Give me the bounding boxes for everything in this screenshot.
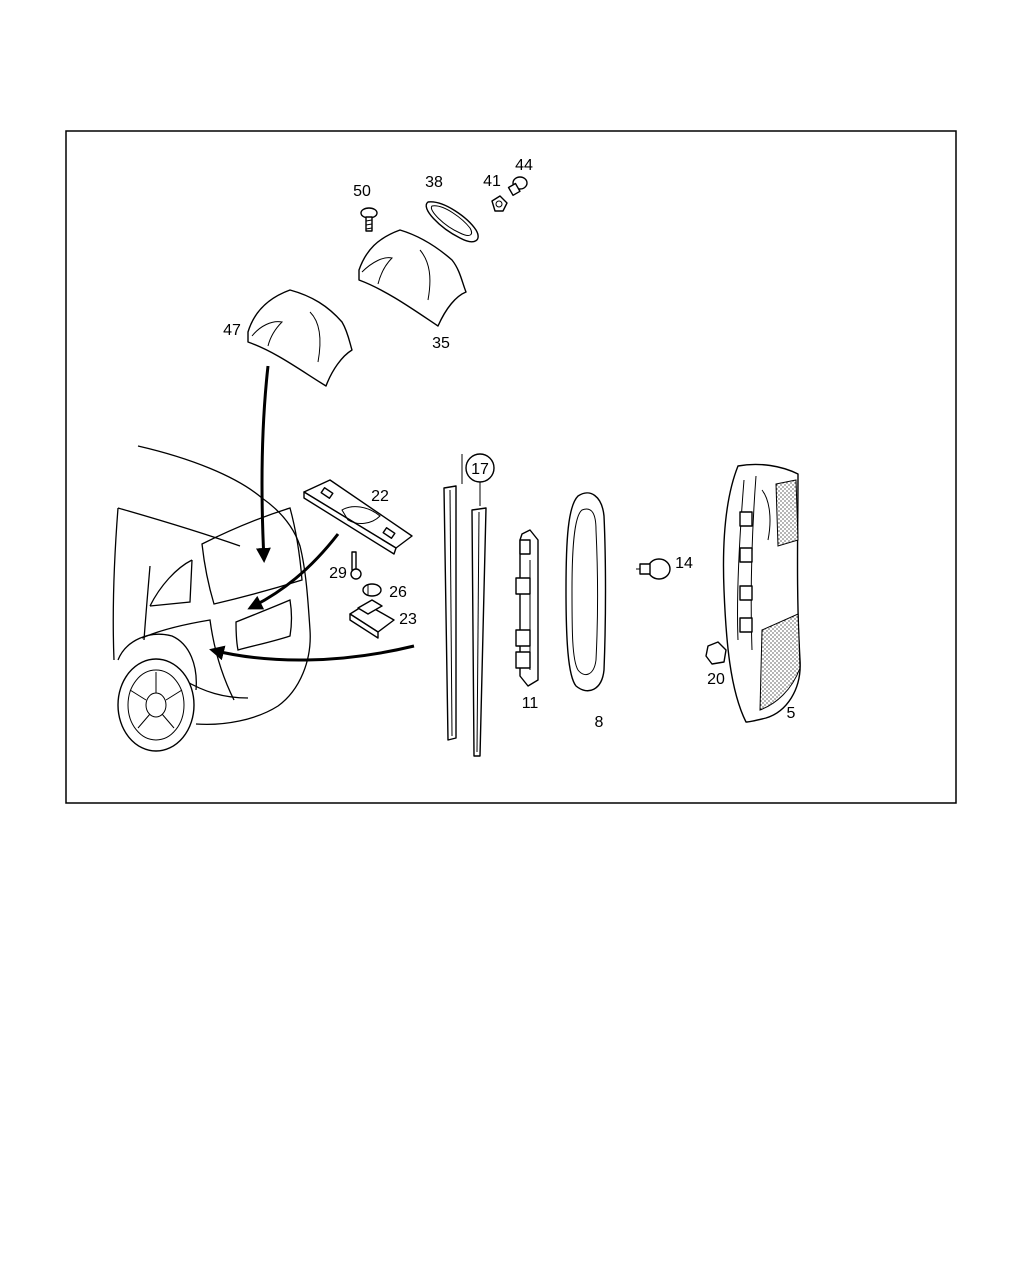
license-light-part-22: [304, 480, 412, 554]
grommet-part-20: [706, 642, 726, 664]
callout-38: 38: [425, 174, 443, 191]
gasket-part-8: [566, 493, 606, 691]
seal-strips-part-17: [444, 454, 494, 756]
install-arrow-5: [212, 646, 414, 660]
gasket-part-38: [426, 202, 478, 242]
housing-part-35: [359, 230, 466, 326]
tail-lamp-part-5: [724, 464, 801, 722]
callout-41: 41: [483, 173, 501, 190]
vehicle-rear-outline: [113, 446, 310, 751]
bulb-part-14: [636, 559, 670, 579]
diagram-frame: [66, 131, 956, 803]
callout-50: 50: [353, 183, 371, 200]
callout-22: 22: [371, 488, 389, 505]
callout-29: 29: [329, 565, 347, 582]
screw-part-50: [361, 208, 377, 231]
callout-8: 8: [594, 714, 604, 731]
clip-part-29: [351, 552, 361, 579]
callout-5: 5: [786, 705, 796, 722]
callout-11: 11: [521, 695, 539, 712]
callout-35: 35: [432, 335, 450, 352]
license-light-part-23: [350, 600, 394, 638]
bulb-carrier-part-11: [516, 530, 538, 686]
callout-47: 47: [223, 322, 241, 339]
callout-23: 23: [399, 611, 417, 628]
callout-26: 26: [389, 584, 407, 601]
callout-14: 14: [675, 555, 693, 572]
callout-20: 20: [707, 671, 725, 688]
callout-44: 44: [515, 157, 533, 174]
bulb-part-44: [509, 177, 527, 195]
socket-part-41: [492, 196, 507, 211]
bulb-part-26: [363, 584, 381, 596]
housing-part-47: [248, 290, 352, 386]
callout-17: 17: [471, 461, 489, 478]
install-arrow-47: [262, 366, 268, 560]
